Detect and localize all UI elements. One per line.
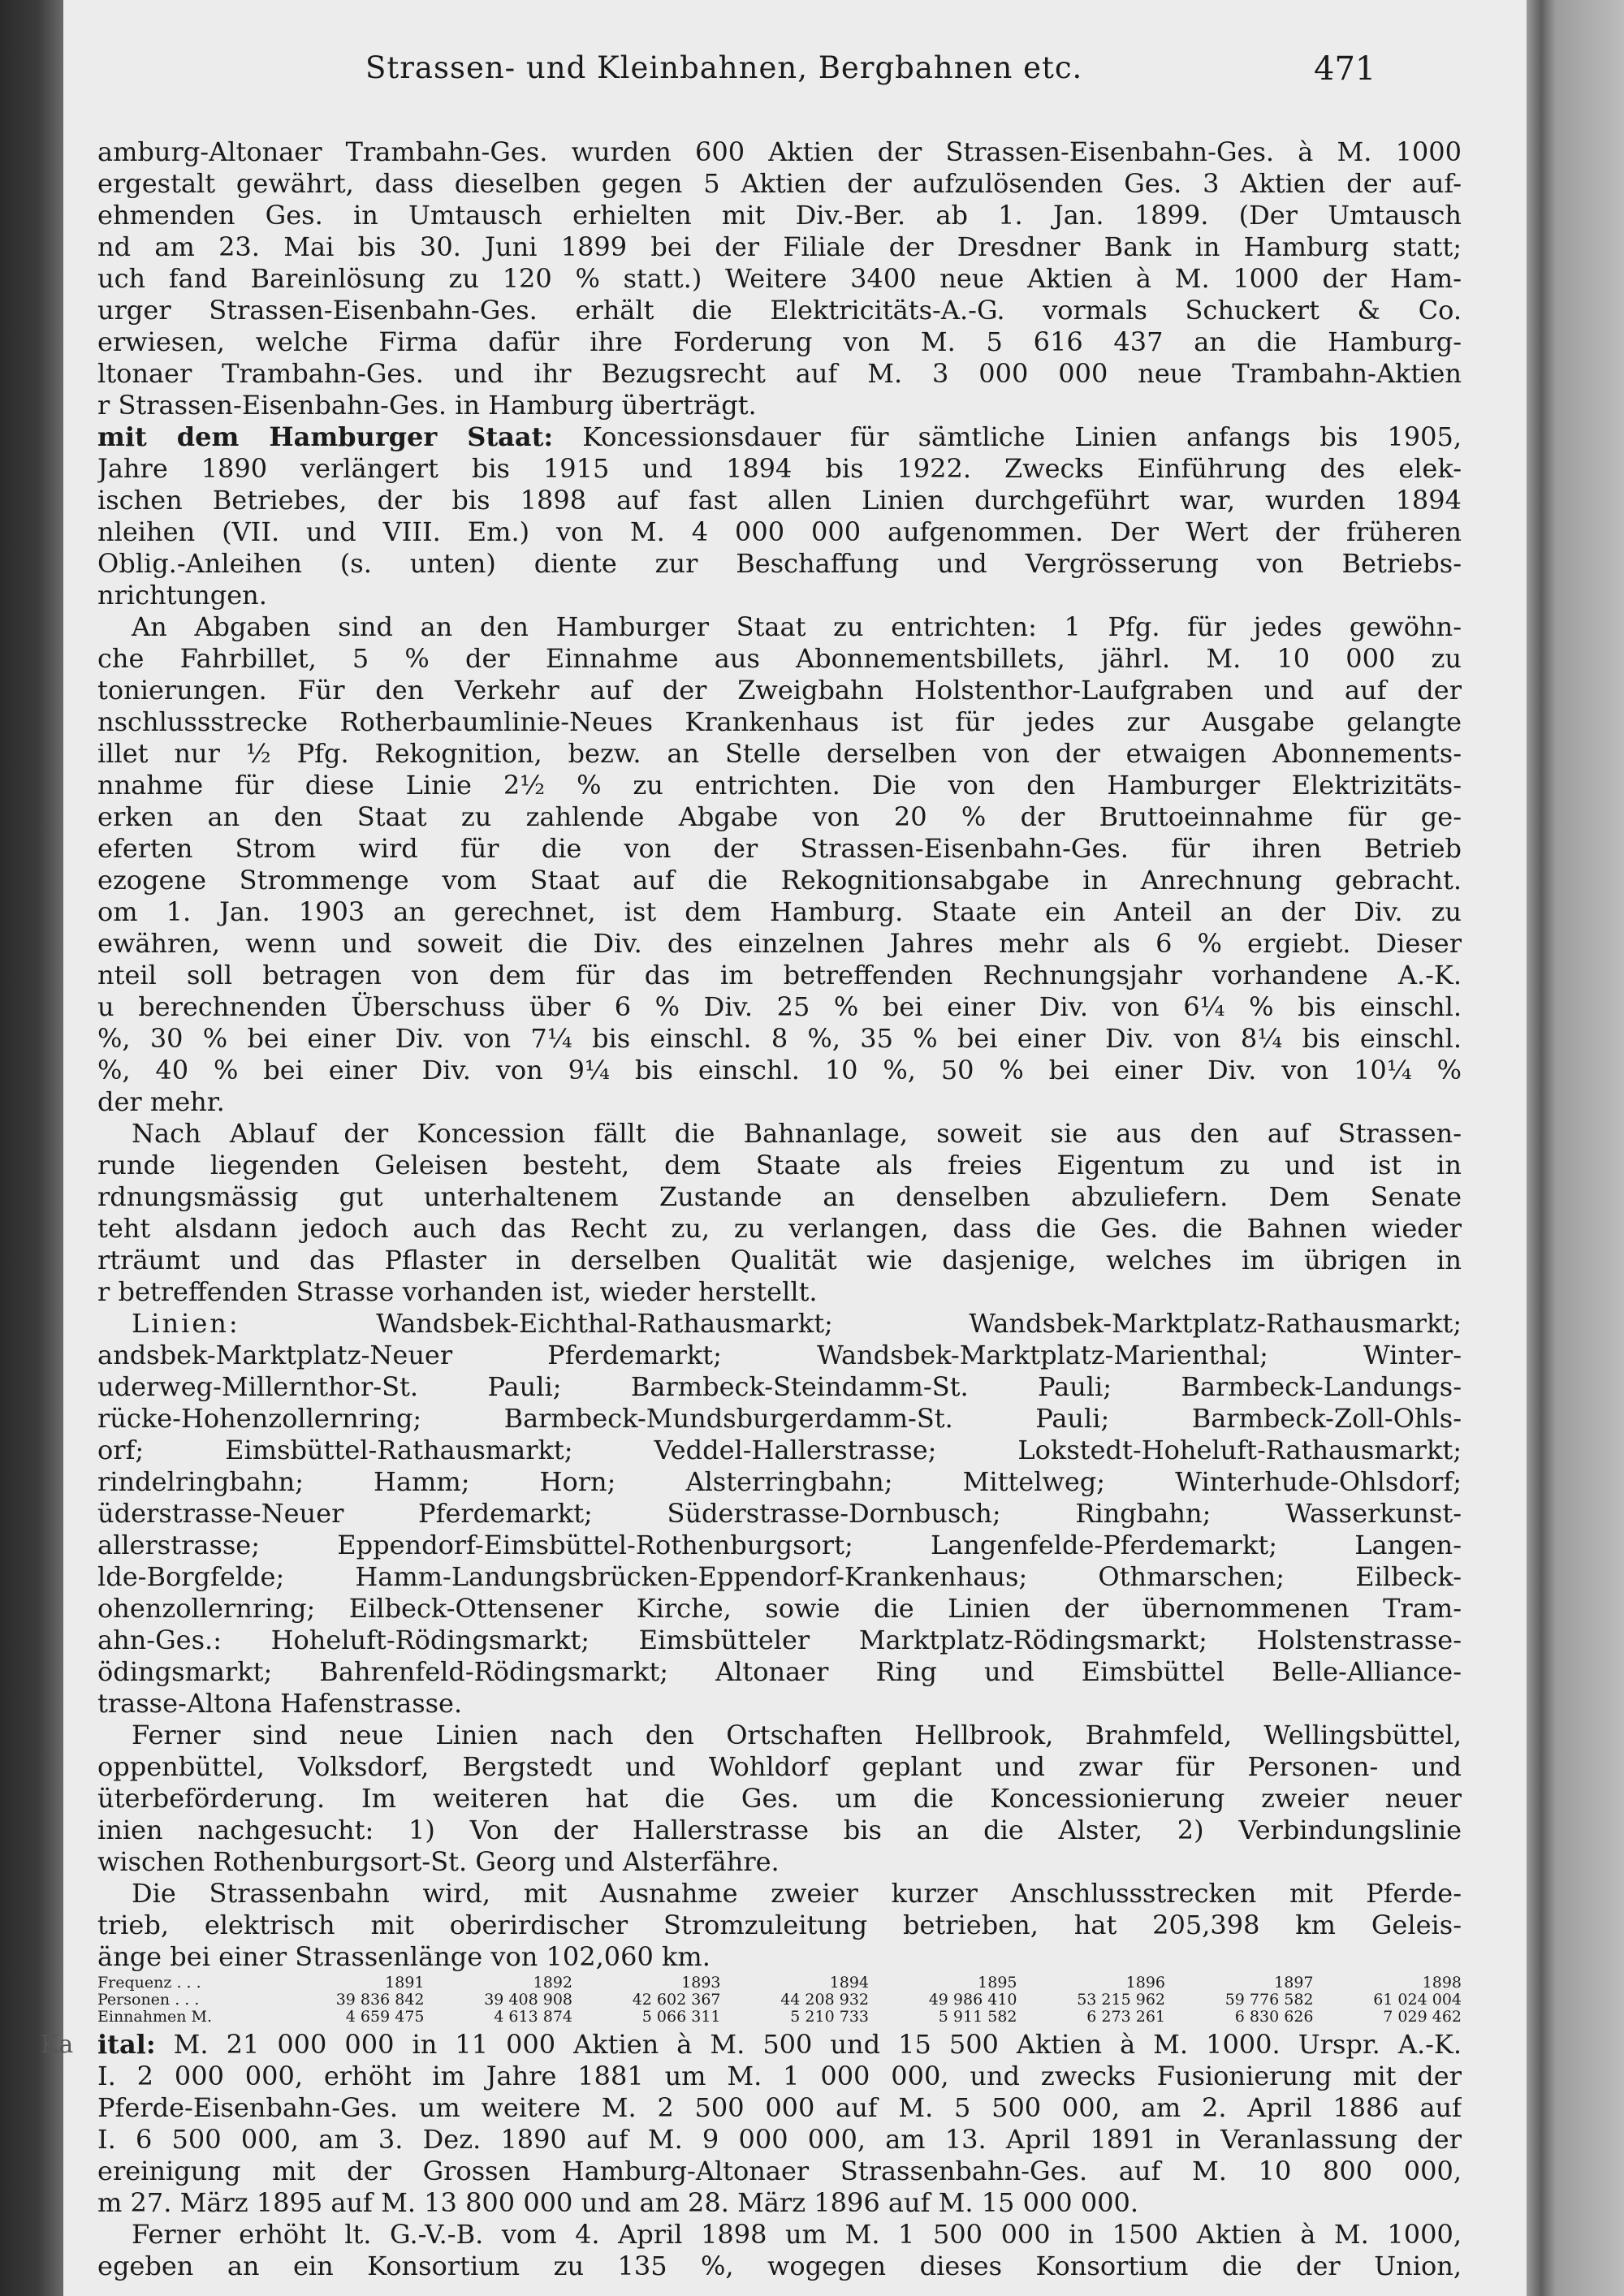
- text-line: tonierungen. Für den Verkehr auf der Zweigbahn Holstenthor-Laufgraben und auf der: [97, 675, 1462, 706]
- text-line: m 27. März 1895 auf M. 13 800 000 und am 28. März 1896 auf M. 15 000 000.: [97, 2187, 1139, 2218]
- text-line-linien: [97, 1308, 1462, 1340]
- table-cell: 53 215 962: [1077, 1991, 1165, 2009]
- text-line: Jahre 1890 verlängert bis 1915 und 1894 bis 1922. Zwecks Einführung des elek-: [97, 453, 1462, 484]
- text-line: änge bei einer Strassenlänge von 102,060 km.: [97, 1941, 710, 1972]
- text-line: ahn-Ges.: Hoheluft-Rödingsmarkt; Eimsbütteler Marktplatz-Rödingsmarkt; Holstenstrasse-: [97, 1625, 1462, 1655]
- text-line: Ferner erhöht lt. G.-V.-B. vom 4. April 1898 um M. 1 500 000 in 1500 Aktien à M. 1000,: [132, 2219, 1462, 2250]
- text-line: nleihen (VII. und VIII. Em.) von M. 4 000 000 aufgenommen. Der Wert der früheren: [97, 516, 1462, 547]
- text-line: ehmenden Ges. in Umtausch erhielten mit Div.-Ber. ab 1. Jan. 1899. (Der Umtausch: [97, 200, 1462, 231]
- text-line: illet nur ½ Pfg. Rekognition, bezw. an Stelle derselben von der etwaigen Abonnements-: [97, 738, 1462, 769]
- table-cell: 1897: [1274, 1974, 1314, 1992]
- table-cell: 7 029 462: [1383, 2008, 1462, 2026]
- row-label: Einnahmen M.: [97, 2008, 213, 2026]
- table-cell: 5 066 311: [641, 2008, 721, 2026]
- table-cell: 1898: [1422, 1974, 1462, 1992]
- text-line: ödingsmarkt; Bahrenfeld-Rödingsmarkt; Altonaer Ring und Eimsbüttel Belle-Alliance-: [97, 1656, 1462, 1687]
- text-line-concession: [97, 421, 1462, 453]
- table-cell: 42 602 367: [632, 1991, 721, 2009]
- text-line: andsbek-Marktplatz-Neuer Pferdemarkt; Wandsbek-Marktplatz-Marienthal; Winter-: [97, 1340, 1462, 1370]
- text-line: Die Strassenbahn wird, mit Ausnahme zweier kurzer Anschlussstrecken mit Pferde-: [132, 1878, 1462, 1909]
- row-label: Frequenz . . .: [97, 1974, 201, 1992]
- text-line: egeben an ein Konsortium zu 135 %, wogegen dieses Konsortium die der Union,: [97, 2251, 1462, 2281]
- table-row-years: [97, 1974, 1462, 1992]
- table-cell: 6 273 261: [1086, 2008, 1165, 2026]
- table-cell: 1892: [533, 1974, 572, 1992]
- text-line: der mehr.: [97, 1086, 225, 1117]
- section-heading-kapital: ital:: [97, 2029, 156, 2060]
- table-cell: 1896: [1125, 1974, 1165, 1992]
- text-line: trasse-Altona Hafenstrasse.: [97, 1688, 463, 1719]
- table-cell: 61 024 004: [1373, 1991, 1462, 2009]
- margin-fragment: Ka: [41, 2031, 74, 2059]
- text-line: %, 40 % bei einer Div. von 9¼ bis einschl. 10 %, 50 % bei einer Div. von 10¼ %: [97, 1055, 1462, 1085]
- body-text: [41, 136, 1462, 2282]
- text-line: nteil soll betragen von dem für das im betreffenden Rechnungsjahr vorhandene A.-K.: [97, 960, 1462, 990]
- text-line: lde-Borgfelde; Hamm-Landungsbrücken-Eppendorf-Krankenhaus; Othmarschen; Eilbeck-: [97, 1561, 1462, 1592]
- text-line: om 1. Jan. 1903 an gerechnet, ist dem Hamburg. Staate ein Anteil an der Div. zu: [97, 896, 1462, 927]
- text-line: Pferde-Eisenbahn-Ges. um weitere M. 2 500 000 auf M. 5 500 000, am 2. April 1886 auf: [97, 2092, 1462, 2123]
- book-binding-left: [0, 0, 63, 2296]
- text-line: oppenbüttel, Volksdorf, Bergstedt und Wohldorf geplant und zwar für Personen- und: [97, 1751, 1462, 1782]
- table-cell: 1895: [978, 1974, 1017, 1992]
- text-line: eferten Strom wird für die von der Strassen-Eisenbahn-Ges. für ihren Betrieb: [97, 833, 1462, 864]
- section-heading-staat: mit dem Hamburger Staat:: [97, 421, 554, 452]
- table-row-income: [97, 2009, 1462, 2026]
- text-line: rücke-Hohenzollernring; Barmbeck-Mundsburgerdamm-St. Pauli; Barmbeck-Zoll-Ohls-: [97, 1403, 1462, 1434]
- running-head: [63, 50, 1527, 91]
- text-line: ischen Betriebes, der bis 1898 auf fast allen Linien durchgeführt war, wurden 1894: [97, 485, 1462, 516]
- text-line: ewähren, wenn und soweit die Div. des einzelnen Jahres mehr als 6 % ergiebt. Dieser: [97, 928, 1462, 959]
- text-line: r betreffenden Strasse vorhanden ist, wieder herstellt.: [97, 1276, 818, 1307]
- table-row-persons: [97, 1992, 1462, 2009]
- text-line: amburg-Altonaer Trambahn-Ges. wurden 600 Aktien der Strassen-Eisenbahn-Ges. à M. 1000: [97, 136, 1462, 167]
- text-line: I. 2 000 000, erhöht im Jahre 1881 um M. 1 000 000, und zwecks Fusionierung mit der: [97, 2061, 1462, 2091]
- table-cell: 49 986 410: [928, 1991, 1017, 2009]
- text-line: nnahme für diese Linie 2½ % zu entrichten. Die von den Hamburger Elektrizitäts-: [97, 770, 1462, 801]
- text-line: Ferner sind neue Linien nach den Ortschaften Hellbrook, Brahmfeld, Wellingsbüttel,: [132, 1720, 1462, 1750]
- text-line: urger Strassen-Eisenbahn-Ges. erhält die Elektricitäts-A.-G. vormals Schuckert & Co.: [97, 295, 1462, 326]
- text-line: ezogene Strommenge vom Staat auf die Rekognitionsabgabe in Anrechnung gebracht.: [97, 865, 1462, 896]
- table-cell: 5 210 733: [790, 2008, 869, 2026]
- text-line: nschlussstrecke Rotherbaumlinie-Neues Krankenhaus ist für jedes zur Ausgabe gelangte: [97, 706, 1462, 737]
- traffic-statistics-table: [97, 1974, 1462, 2026]
- text-line: Nach Ablauf der Koncession fällt die Bahnanlage, soweit sie aus den auf Strassen-: [132, 1118, 1462, 1149]
- text-line: ereinigung mit der Grossen Hamburg-Altonaer Strassenbahn-Ges. auf M. 10 800 000,: [97, 2156, 1462, 2186]
- text-line: orf; Eimsbüttel-Rathausmarkt; Veddel-Hallerstrasse; Lokstedt-Hoheluft-Rathausmarkt;: [97, 1435, 1462, 1465]
- text-line: runde liegenden Geleisen besteht, dem Staate als freies Eigentum zu und ist in: [97, 1150, 1462, 1180]
- text-line: Oblig.-Anleihen (s. unten) diente zur Beschaffung und Vergrösserung von Betriebs-: [97, 548, 1462, 579]
- text-line: An Abgaben sind an den Hamburger Staat zu entrichten: 1 Pfg. für jedes gewöhn-: [132, 611, 1462, 642]
- running-head-title: Strassen- und Kleinbahnen, Bergbahnen etc.: [365, 50, 1083, 85]
- book-binding-right: [1527, 0, 1624, 2296]
- text-span: M. 21 000 000 in 11 000 Aktien à M. 500 und 15 500 Aktien à M. 1000. Urspr. A.-K.: [173, 2029, 1462, 2060]
- text-line: nd am 23. Mai bis 30. Juni 1899 bei der Filiale der Dresdner Bank in Hamburg statt;: [97, 231, 1462, 262]
- text-line: inien nachgesucht: 1) Von der Hallerstrasse bis an die Alster, 2) Verbindungslinie: [97, 1815, 1462, 1845]
- text-line: ltonaer Trambahn-Ges. und ihr Bezugsrecht auf M. 3 000 000 neue Trambahn-Aktien: [97, 358, 1462, 389]
- text-line: rdnungsmässig gut unterhaltenem Zustande an denselben abzuliefern. Dem Senate: [97, 1181, 1462, 1212]
- table-cell: 1893: [681, 1974, 721, 1992]
- text-line: ohenzollernring; Eilbeck-Ottensener Kirche, sowie die Linien der übernommenen Tram-: [97, 1593, 1462, 1624]
- text-line: rträumt und das Pflaster in derselben Qualität wie dasjenige, welches im übrigen in: [97, 1245, 1462, 1275]
- text-line: ergestalt gewährt, dass dieselben gegen 5 Aktien der aufzulösenden Ges. 3 Aktien der auf-: [97, 168, 1462, 199]
- table-cell: 1891: [385, 1974, 425, 1992]
- text-line: erken an den Staat zu zahlende Abgabe von 20 % der Bruttoeinnahme für ge-: [97, 801, 1462, 832]
- page-number: 471: [1314, 50, 1376, 88]
- table-cell: 4 613 874: [494, 2008, 572, 2026]
- table-cell: 1894: [829, 1974, 869, 1992]
- text-line: I. 6 500 000, am 3. Dez. 1890 auf M. 9 000 000, am 13. April 1891 in Veranlassung der: [97, 2124, 1462, 2155]
- table-cell: 39 408 908: [484, 1991, 572, 2009]
- row-label: Personen . . .: [97, 1991, 200, 2009]
- text-line: u berechnenden Überschuss über 6 % Div. 25 % bei einer Div. von 6¼ % bis einschl.: [97, 991, 1462, 1022]
- table-cell: 5 911 582: [938, 2008, 1017, 2026]
- text-line: %, 30 % bei einer Div. von 7¼ bis einschl. 8 %, 35 % bei einer Div. von 8¼ bis einschl.: [97, 1023, 1462, 1054]
- text-line: allerstrasse; Eppendorf-Eimsbüttel-Rothenburgsort; Langenfelde-Pferdemarkt; Langen-: [97, 1530, 1462, 1560]
- text-span: Koncessionsdauer für sämtliche Linien anfangs bis 1905,: [582, 421, 1462, 452]
- text-span: Wandsbek-Eichthal-Rathausmarkt; Wandsbek-Marktplatz-Rathausmarkt;: [376, 1308, 1462, 1339]
- text-line: r Strassen-Eisenbahn-Ges. in Hamburg überträgt.: [97, 390, 757, 421]
- text-line: rindelringbahn; Hamm; Horn; Alsterringbahn; Mittelweg; Winterhude-Ohlsdorf;: [97, 1466, 1462, 1497]
- table-cell: 4 659 475: [345, 2008, 425, 2026]
- table-cell: 59 776 582: [1224, 1991, 1314, 2009]
- section-heading-linien: Linien:: [132, 1308, 240, 1339]
- text-line: trieb, elektrisch mit oberirdischer Stromzuleitung betrieben, hat 205,398 km Geleis-: [97, 1910, 1462, 1940]
- text-line: che Fahrbillet, 5 % der Einnahme aus Abonnementsbillets, jährl. M. 10 000 zu: [97, 643, 1462, 674]
- table-cell: 39 836 842: [335, 1991, 425, 2009]
- text-line: nrichtungen.: [97, 580, 267, 611]
- text-line: wischen Rothenburgsort-St. Georg und Alsterfähre.: [97, 1846, 780, 1877]
- text-line: üderstrasse-Neuer Pferdemarkt; Süderstrasse-Dornbusch; Ringbahn; Wasserkunst-: [97, 1498, 1462, 1529]
- text-line: üterbeförderung. Im weiteren hat die Ges. um die Koncessionierung zweier neuer: [97, 1783, 1462, 1814]
- book-page: [41, 0, 1527, 2296]
- text-line: erwiesen, welche Firma dafür ihre Forderung von M. 5 616 437 an die Hamburg-: [97, 326, 1462, 357]
- text-line: teht alsdann jedoch auch das Recht zu, zu verlangen, dass die Ges. die Bahnen wieder: [97, 1213, 1462, 1244]
- text-line-kapital: [41, 2029, 1462, 2061]
- table-cell: 44 208 932: [780, 1991, 869, 2009]
- table-cell: 6 830 626: [1234, 2008, 1314, 2026]
- text-line: uch fand Bareinlösung zu 120 % statt.) Weitere 3400 neue Aktien à M. 1000 der Ham-: [97, 263, 1462, 294]
- text-line: uderweg-Millernthor-St. Pauli; Barmbeck-Steindamm-St. Pauli; Barmbeck-Landungs-: [97, 1371, 1462, 1402]
